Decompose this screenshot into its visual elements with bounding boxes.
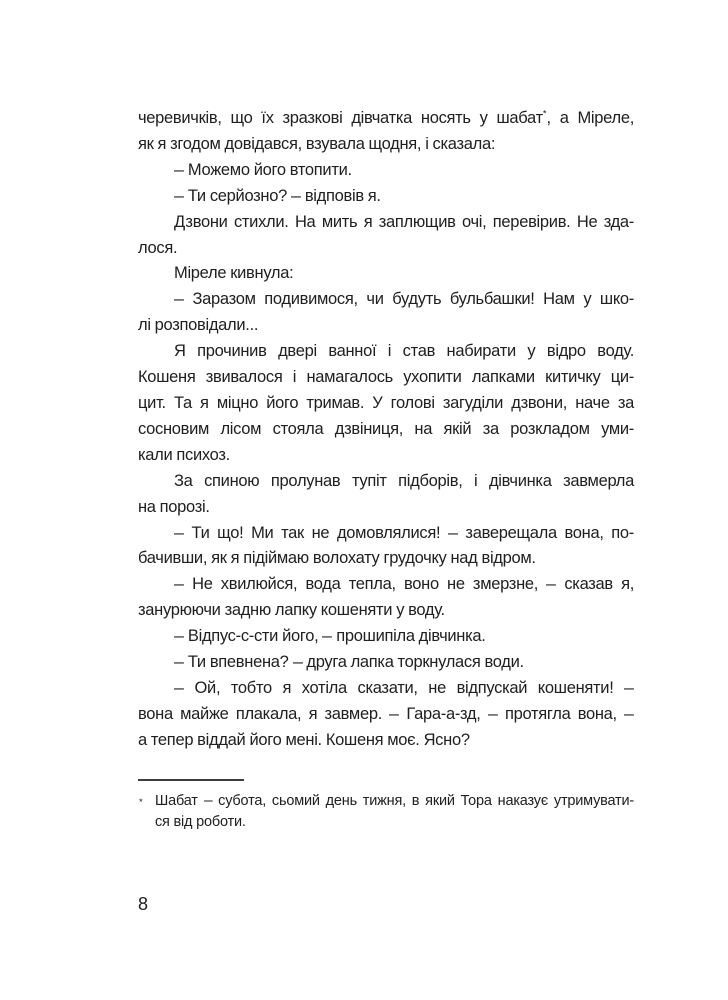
text-line: Кошеня звивалося і намагалось ухопити лапками китичку ци-	[138, 368, 634, 387]
footnote-line: Шабат — субота, сьомий день тижня, в який Тора наказує утримувати-	[155, 791, 634, 812]
em-dash: —	[624, 704, 634, 723]
paragraph	[138, 676, 634, 754]
paragraph	[138, 184, 634, 210]
text-line: За спиною пролунав тупіт підборів, і дівчинка завмерла	[174, 471, 634, 490]
text-line: на порозі.	[138, 497, 210, 516]
paragraph	[138, 287, 634, 339]
text-line: лося.	[138, 238, 178, 257]
em-dash: —	[174, 653, 184, 672]
text-line: занурюючи задню лапку кошеняти у воду.	[138, 601, 445, 620]
text-line: лі розповідали...	[138, 316, 259, 335]
text-line: — Ти що! Ми так не домовлялися! — заверещала вона, по-	[138, 521, 634, 547]
em-dash: —	[546, 575, 556, 594]
text-line: — Заразом подивимося, чи будуть бульбашки! Нам у шко-	[138, 287, 634, 313]
text-line: Міреле кивнула:	[174, 264, 294, 283]
paragraph	[138, 339, 634, 469]
text-line: сосновим лісом стояла дзвіниця, на якій за розкладом уми-	[138, 419, 634, 438]
paragraph	[138, 650, 634, 676]
text-line: а тепер віддай його мені. Кошеня моє. Ясно?	[138, 730, 470, 749]
em-dash: —	[322, 627, 333, 646]
em-dash: —	[292, 653, 303, 672]
text-line: — Ти серйозно? — відповів я.	[138, 184, 634, 210]
em-dash: —	[290, 186, 301, 205]
paragraph	[138, 158, 634, 184]
em-dash: —	[174, 160, 184, 179]
paragraph	[138, 521, 634, 573]
text-line: цит. Та я міцно його тримав. У голові загуділи дзвони, наче за	[138, 393, 634, 412]
footnote-line: ся від роботи.	[155, 814, 246, 830]
paragraph	[138, 106, 634, 158]
page-number: 8	[138, 894, 149, 914]
em-dash: —	[389, 704, 399, 723]
em-dash: —	[174, 575, 184, 594]
em-dash: —	[174, 523, 184, 542]
em-dash: —	[447, 523, 458, 542]
text-line: вона майже плакала, я завмер. — Гара-а-зд, — протягла вона, —	[138, 702, 634, 728]
paragraph	[138, 624, 634, 650]
text-line: — Ой, тобто я хотіла сказати, не відпускай кошеняти! —	[138, 676, 634, 702]
paragraph	[138, 210, 634, 262]
footnote-marker: *	[139, 797, 143, 808]
em-dash: —	[174, 186, 184, 205]
footnote-body	[138, 791, 634, 833]
body-text	[138, 106, 634, 754]
text-line: кали психоз.	[138, 445, 230, 464]
em-dash: —	[174, 290, 184, 309]
text-line: бачивши, як я підіймаю волохату грудочку над відром.	[138, 549, 536, 568]
em-dash: —	[487, 704, 498, 723]
paragraph	[138, 572, 634, 624]
text-line: — Відпус-с-сти його, — прошипіла дівчинка.	[138, 624, 634, 650]
footnote	[138, 779, 634, 833]
em-dash: —	[203, 793, 213, 809]
text-line: як я згодом довідався, взувала щодня, і сказала:	[138, 134, 496, 153]
paragraph	[138, 261, 634, 287]
em-dash: —	[174, 627, 184, 646]
em-dash: —	[174, 678, 184, 697]
paragraph	[138, 469, 634, 521]
footnote-text	[155, 791, 634, 833]
text-line: Я прочинив двері ванної і став набирати у відро воду.	[174, 342, 634, 361]
text-line: — Ти впевнена? — друга лапка торкнулася води.	[138, 650, 634, 676]
text-line: Дзвони стихли. На мить я заплющив очі, перевірив. Не зда-	[174, 212, 634, 231]
text-line: — Не хвилюйся, вода тепла, воно не змерзне, — сказав я,	[138, 572, 634, 598]
footnote-ref-asterisk: *	[542, 108, 547, 120]
em-dash: —	[624, 678, 634, 697]
footnote-divider	[138, 779, 244, 781]
text-line: черевичків, що їх зразкові дівчатка носять у шабат*, а Міреле,	[138, 108, 634, 127]
text-line: — Можемо його втопити.	[138, 158, 634, 184]
